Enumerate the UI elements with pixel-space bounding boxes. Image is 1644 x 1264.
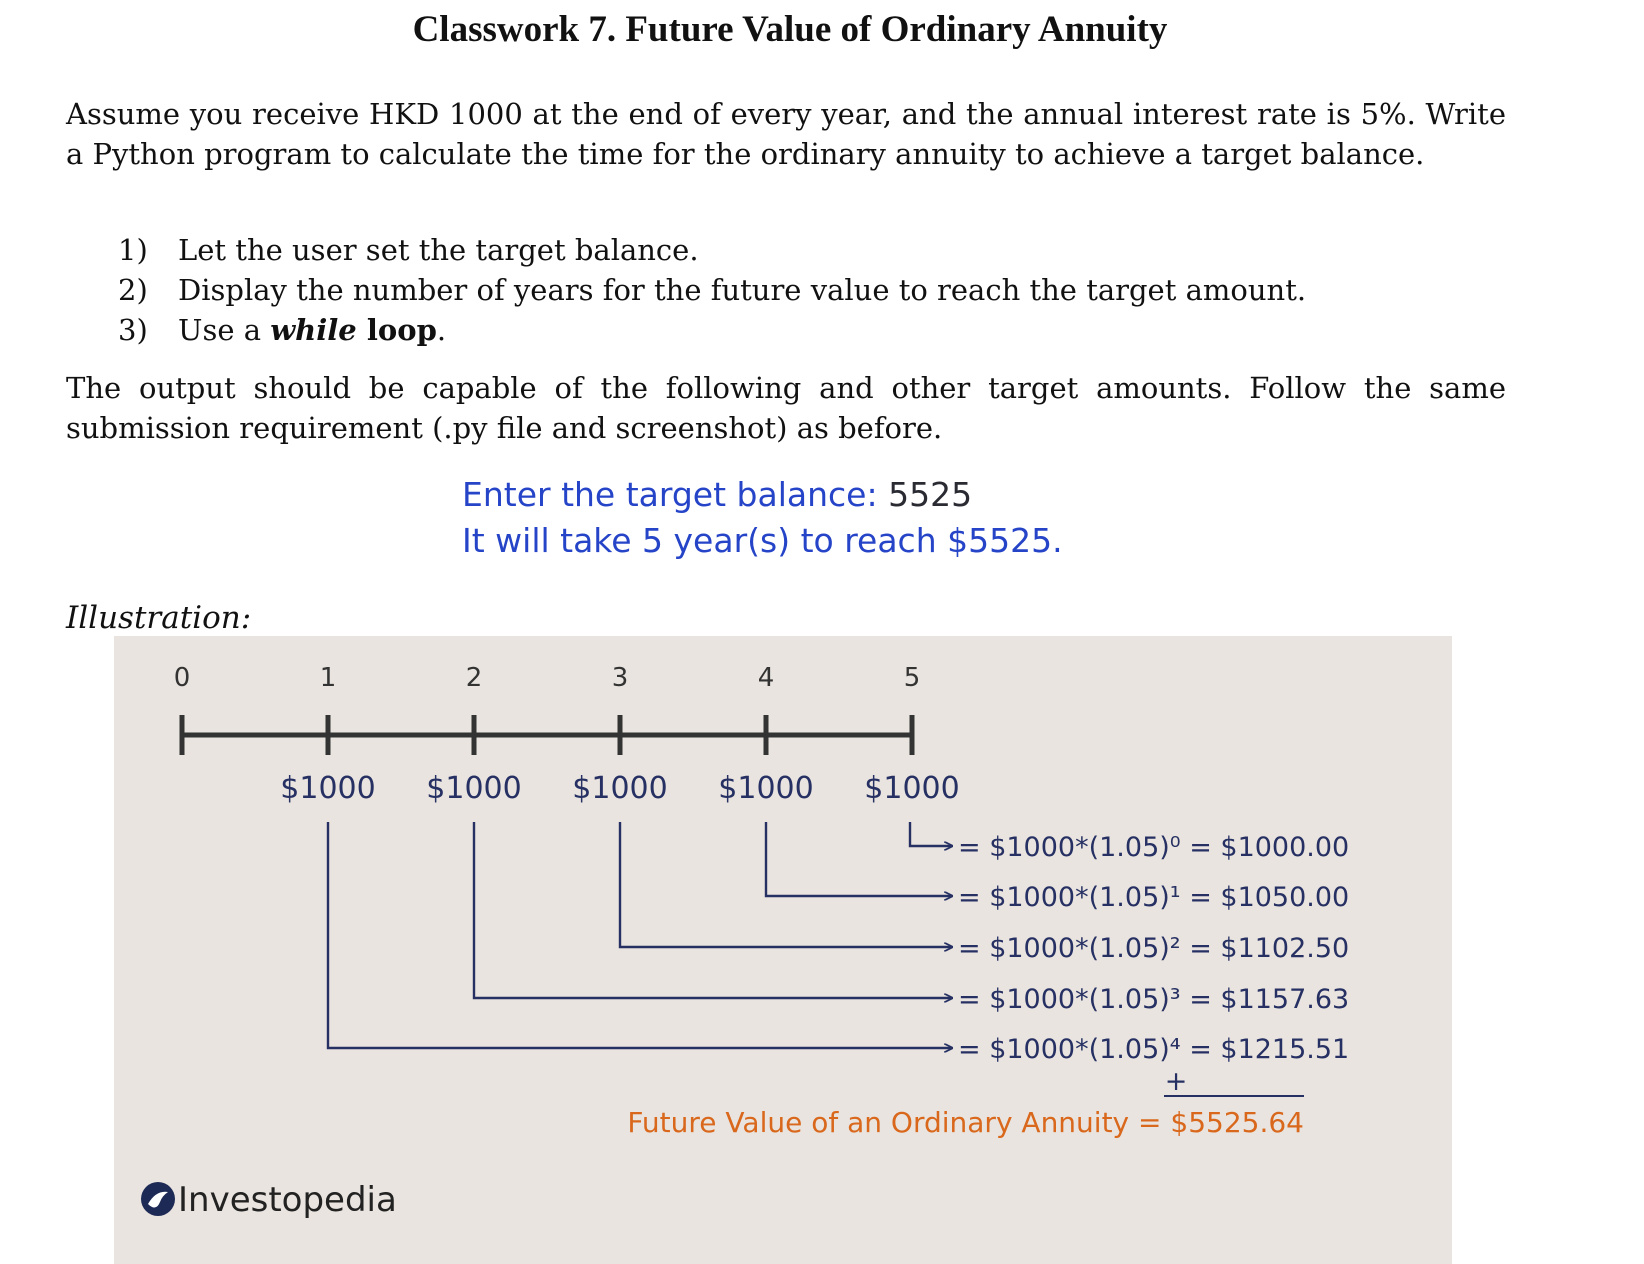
list-number: 3) (118, 313, 148, 347)
connector-line (766, 822, 952, 896)
tick-label: 0 (173, 663, 191, 693)
illustration-label: Illustration: (66, 600, 252, 636)
future-value-equation: = $1000*(1.05)¹ = $1050.00 (958, 882, 1350, 913)
future-value-total: Future Value of an Ordinary Annuity = $5525.64 (627, 1106, 1304, 1139)
list-number: 2) (118, 273, 148, 307)
investopedia-logo-icon (141, 1182, 175, 1216)
payment-amount: $1000 (280, 771, 376, 806)
console-prompt: Enter the target balance: (462, 475, 889, 514)
intro-paragraph: Assume you receive HKD 1000 at the end of every year, and the annual interest rate is 5%. Write a Python program to calculate the time for the ordinary annuity to achieve a target balance. (66, 97, 1506, 171)
payment-amount: $1000 (718, 771, 814, 806)
payment-amount: $1000 (572, 771, 668, 806)
list-item (118, 310, 1306, 350)
page-title: Classwork 7. Future Value of Ordinary Annuity (412, 9, 1168, 50)
tick-label: 3 (611, 663, 629, 693)
list-item (118, 270, 1306, 310)
list-text (178, 310, 446, 350)
console-input: 5525 (888, 475, 973, 514)
list-item (118, 230, 1306, 270)
future-value-equation: = $1000*(1.05)⁴ = $1215.51 (958, 1034, 1350, 1065)
connector-line (474, 822, 952, 998)
tick-label: 4 (757, 663, 775, 693)
list-text: Let the user set the target balance. (178, 233, 699, 267)
keyword-loop: loop (356, 313, 437, 347)
output-note-paragraph: The output should be capable of the following and other target amounts. Follow the same submission requirement (.py file and screenshot) as before. (66, 371, 1506, 445)
annuity-illustration (114, 636, 1452, 1264)
connector-line (620, 822, 952, 947)
payment-amount: $1000 (864, 771, 960, 806)
tick-label: 2 (465, 663, 483, 693)
list-number: 1) (118, 233, 148, 267)
sample-output (462, 472, 1063, 564)
tick-label: 1 (319, 663, 337, 693)
connector-line (910, 822, 952, 846)
timeline-diagram (114, 636, 1452, 1264)
keyword-while: while (270, 313, 357, 347)
tick-label: 5 (903, 663, 921, 693)
future-value-equation: = $1000*(1.05)³ = $1157.63 (958, 984, 1350, 1015)
future-value-equation: = $1000*(1.05)² = $1102.50 (958, 933, 1350, 964)
console-result: It will take 5 year(s) to reach $5525. (462, 521, 1063, 560)
requirements-list (118, 230, 1306, 350)
future-value-equation: = $1000*(1.05)⁰ = $1000.00 (958, 832, 1350, 863)
plus-sign: + (1164, 1066, 1188, 1097)
connector-line (328, 822, 952, 1048)
list-text-pre: Use a (178, 313, 271, 347)
list-text-post: . (436, 313, 447, 347)
console-line-1 (462, 472, 1063, 518)
payment-amount: $1000 (426, 771, 522, 806)
list-text: Display the number of years for the future value to reach the target amount. (178, 273, 1307, 307)
investopedia-brand: Investopedia (178, 1180, 397, 1220)
